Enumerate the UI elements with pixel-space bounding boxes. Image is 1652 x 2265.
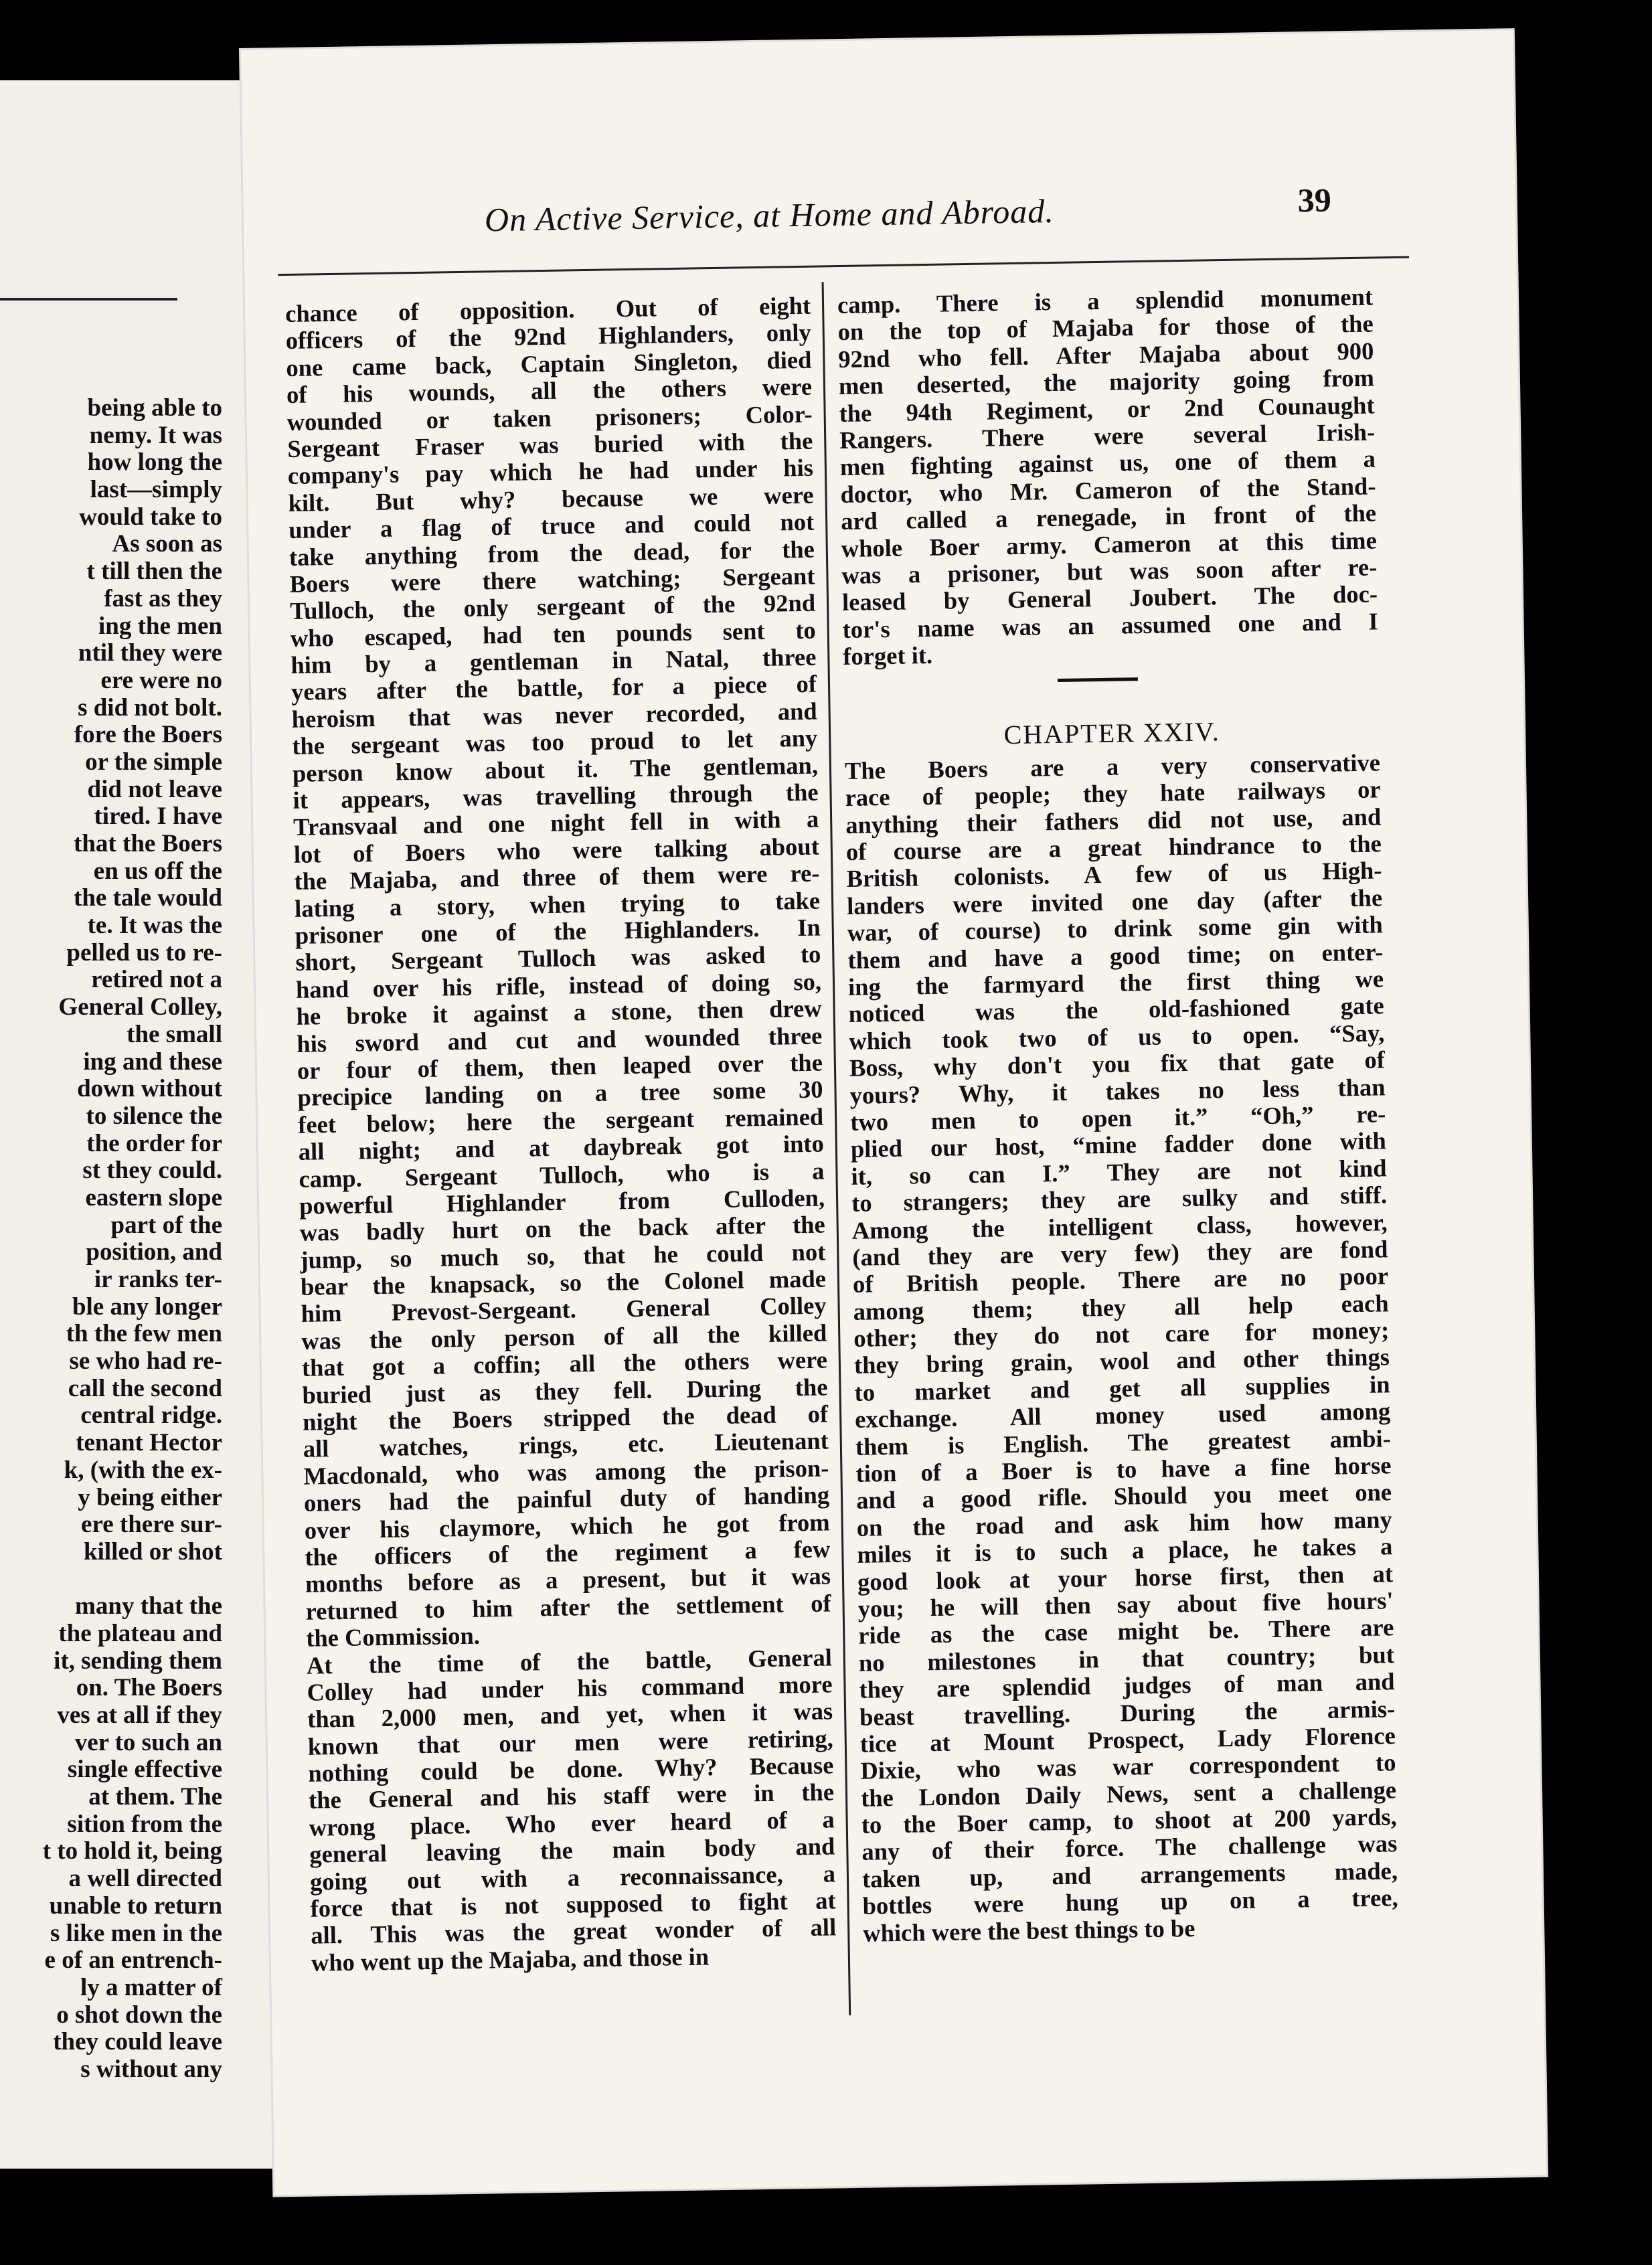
- text-line: his sword and cut and wounded three: [296, 1021, 823, 1058]
- text-line: all watches, rings, etc. Lieutenant: [303, 1426, 829, 1463]
- text-line: fore the Boers: [74, 721, 222, 749]
- text-line: miles it is to such a place, he takes a: [857, 1532, 1393, 1569]
- text-line: s did not bolt.: [78, 693, 222, 722]
- text-line: on the road and ask him how many: [856, 1505, 1393, 1541]
- text-line: camp. There is a splendid monument: [837, 282, 1374, 319]
- header-rule-left: [0, 298, 177, 301]
- text-line: they could leave: [53, 2028, 222, 2056]
- text-line: that the Boers: [74, 830, 222, 857]
- text-line: ing the men: [98, 612, 222, 640]
- text-line: ir ranks ter-: [94, 1266, 222, 1293]
- text-line: it appears, was travelling through the: [293, 778, 819, 814]
- text-line: two men to open it.” “Oh,” re-: [849, 1100, 1386, 1136]
- text-line: feet below; here the sergeant remained: [297, 1102, 824, 1139]
- text-line: to the Boer camp, to shoot at 200 yards,: [861, 1802, 1397, 1839]
- text-line: general leaving the main body and: [309, 1832, 835, 1868]
- text-line: down without: [77, 1075, 222, 1103]
- text-line: st they could.: [82, 1157, 222, 1185]
- text-line: yours? Why, it takes no less than: [849, 1072, 1386, 1109]
- text-line: central ridge.: [80, 1402, 222, 1430]
- text-line: him Prevost-Sergeant. General Colley: [301, 1291, 827, 1328]
- text-line: among them; they all help each: [853, 1288, 1389, 1325]
- facing-page-left: [0, 80, 276, 2169]
- text-line: retired not a: [91, 966, 222, 994]
- text-line: Macdonald, who was among the prison-: [303, 1454, 829, 1490]
- text-line: prisoner one of the Highlanders. In: [295, 913, 821, 949]
- text-line: y being either: [78, 1483, 222, 1511]
- text-line: th the few men: [66, 1320, 222, 1348]
- text-line: them and have a good time; on enter-: [847, 937, 1384, 974]
- text-line: pelled us to re-: [66, 938, 222, 967]
- text-line: unable to return: [49, 1892, 222, 1920]
- text-line: who escaped, had ten pounds sent to: [290, 616, 817, 652]
- text-line: s without any: [80, 2055, 222, 2083]
- text-line: and a good rifle. Should you meet one: [855, 1478, 1392, 1515]
- text-line: General Colley,: [58, 993, 222, 1021]
- text-line: good look at your horse first, then at: [857, 1559, 1394, 1596]
- book-page: [241, 30, 1546, 2195]
- text-line: known that our men were retiring,: [307, 1724, 834, 1760]
- text-line: lating a story, when trying to take: [294, 886, 821, 922]
- text-line: en us off the: [93, 857, 222, 885]
- text-line: ere were no: [100, 666, 222, 694]
- text-line: forget it.: [843, 641, 933, 671]
- text-line: bear the knapsack, so the Colonel made: [300, 1264, 827, 1301]
- text-line: many that the: [75, 1592, 222, 1620]
- text-line: the order for: [86, 1129, 222, 1157]
- text-line: night the Boers stripped the dead of: [302, 1400, 829, 1436]
- text-line: wrong place. Who ever heard of a: [309, 1805, 835, 1841]
- text-line: tired. I have: [94, 803, 222, 831]
- text-line: (and they are very few) they are fond: [852, 1235, 1388, 1271]
- text-line: chance of opposition. Out of eight: [284, 291, 811, 328]
- text-line: Among the intelligent class, however,: [851, 1207, 1388, 1244]
- page-number: 39: [1297, 181, 1332, 220]
- text-line: [0, 1566, 222, 1594]
- text-line: of British people. There are no poor: [852, 1262, 1389, 1298]
- text-line: they are splendid judges of man and: [859, 1667, 1395, 1703]
- text-line: se who had re-: [69, 1347, 222, 1375]
- text-line: than 2,000 men, and yet, when it was: [307, 1697, 833, 1734]
- text-line: Dixie, who was war correspondent to: [860, 1748, 1396, 1785]
- page-header: [244, 181, 1516, 264]
- text-line: ing and these: [83, 1047, 222, 1076]
- text-line: s like men in the: [50, 1919, 222, 1947]
- text-line: on. The Boers: [76, 1674, 222, 1702]
- text-line: race of people; they hate railways or: [845, 775, 1381, 812]
- text-line: to market and get all supplies in: [854, 1370, 1390, 1406]
- text-line: tenant Hector: [76, 1429, 222, 1457]
- text-line: 92nd who fell. After Majaba about 900: [838, 337, 1374, 373]
- text-line: tice at Mount Prospect, Lady Florence: [859, 1722, 1396, 1758]
- text-line: ves at all if they: [57, 1701, 222, 1729]
- text-line: oners had the painful duty of handing: [303, 1481, 830, 1517]
- text-line: any of their force. The challenge was: [861, 1829, 1398, 1866]
- text-line: ard called a renegade, in front of the: [840, 499, 1377, 535]
- text-line: tion of a Boer is to have a fine horse: [855, 1451, 1392, 1487]
- text-line: o shot down the: [56, 2001, 222, 2029]
- text-line: buried just as they fell. During the: [302, 1373, 828, 1409]
- text-line: months before as a present, but it was: [305, 1562, 831, 1598]
- text-line: leased by General Joubert. The doc-: [841, 580, 1378, 616]
- text-line: te. It was the: [87, 912, 222, 940]
- text-line: Rangers. There were several Irish-: [839, 418, 1376, 454]
- text-line: over his claymore, which he got from: [304, 1508, 830, 1544]
- text-line: killed or shot: [84, 1537, 222, 1566]
- text-line: one came back, Captain Singleton, died: [286, 345, 812, 382]
- text-line: Boers were there watching; Sergeant: [289, 562, 815, 598]
- text-line: sition from the: [67, 1810, 222, 1838]
- text-line: heroism that was never recorded, and: [291, 697, 817, 733]
- left-page-column: [0, 395, 222, 2084]
- text-line: landers were invited one day (after the: [846, 884, 1383, 920]
- text-line: the Majaba, and three of them were re-: [294, 859, 820, 896]
- text-line: part of the: [110, 1211, 222, 1239]
- text-line: person know about it. The gentleman,: [292, 751, 819, 787]
- text-line: kilt. But why? because we were: [288, 481, 814, 517]
- text-line: going out with a reconnaissance, a: [309, 1859, 836, 1896]
- text-line: they bring grain, wool and other things: [853, 1343, 1390, 1379]
- text-line: plied our host, “mine fadder done with: [850, 1126, 1387, 1163]
- text-line: powerful Highlander from Culloden,: [299, 1183, 825, 1220]
- text-line: did not leave: [87, 775, 222, 803]
- text-line: the small: [127, 1020, 222, 1048]
- text-line: the London Daily News, sent a challenge: [860, 1775, 1397, 1812]
- text-line: them is English. The greatest ambi-: [855, 1424, 1392, 1460]
- text-line: doctor, who Mr. Cameron of the Stand-: [840, 472, 1376, 508]
- chapter-heading: CHAPTER XXIV.: [1003, 716, 1221, 750]
- text-line: lot of Boers who were talking about: [293, 832, 820, 868]
- text-line: As soon as: [112, 530, 222, 558]
- text-line: all. This was the great wonder of all: [310, 1913, 837, 1950]
- text-line: years after the battle, for a piece of: [291, 670, 817, 706]
- text-line: men deserted, the majority going from: [838, 363, 1375, 400]
- text-line: would take to: [79, 503, 222, 531]
- text-line: all night; and at daybreak got into: [298, 1129, 825, 1165]
- text-line: At the time of the battle, General: [306, 1643, 833, 1679]
- text-line: which were the best things to be: [862, 1914, 1195, 1947]
- text-line: the General and his staff were in the: [308, 1778, 835, 1815]
- text-line: short, Sergeant Tulloch was asked to: [295, 940, 821, 977]
- text-line: force that is not supposed to fight at: [310, 1886, 836, 1922]
- text-line: or four of them, then leaped over the: [297, 1048, 823, 1084]
- text-line: ing the farmyard the first thing we: [847, 964, 1384, 1001]
- text-line: the tale would: [74, 884, 222, 912]
- text-line: t to hold it, being: [42, 1837, 222, 1865]
- text-line: who went up the Majaba, and those in: [311, 1942, 710, 1977]
- text-line: fast as they: [104, 584, 222, 612]
- text-line: other; they do not care for money;: [853, 1316, 1390, 1352]
- text-line: was a prisoner, but was soon after re-: [841, 553, 1378, 589]
- text-line: that got a coffin; all the others were: [301, 1345, 828, 1382]
- text-line: wounded or taken prisoners; Color-: [286, 400, 813, 436]
- text-line: was badly hurt on the back after the: [299, 1210, 825, 1247]
- text-line: the plateau and: [58, 1619, 222, 1647]
- text-line: noticed was the old-fashioned gate: [848, 991, 1384, 1028]
- text-line: anything their fathers did not use, and: [845, 803, 1382, 839]
- text-line: taken up, and arrangements made,: [861, 1857, 1398, 1893]
- text-line: call the second: [68, 1374, 222, 1402]
- text-line: the 94th Regiment, or 2nd Counaught: [839, 391, 1375, 427]
- text-line: being able to: [87, 394, 222, 422]
- text-column-right: [837, 283, 1399, 1946]
- text-line: camp. Sergeant Tulloch, who is a: [299, 1157, 825, 1193]
- text-line: single effective: [67, 1756, 222, 1784]
- text-line: Transvaal and one night fell in with a: [293, 805, 819, 841]
- text-line: the sergeant was too proud to let any: [292, 724, 818, 760]
- text-line: company's pay which he had under his: [287, 453, 814, 490]
- text-line: Boss, why don't you fix that gate of: [849, 1045, 1386, 1082]
- text-line: Tulloch, the only sergeant of the 92nd: [289, 588, 816, 625]
- text-line: you; he will then say about five hours': [857, 1586, 1394, 1622]
- text-line: nothing could be done. Why? Because: [308, 1751, 834, 1787]
- text-line: the Commission.: [305, 1621, 481, 1652]
- text-line: e of an entrench-: [44, 1946, 222, 1975]
- text-line: t till then the: [86, 558, 222, 586]
- text-line: men fighting against us, one of them a: [839, 444, 1376, 481]
- text-line: on the top of Majaba for those of the: [837, 309, 1374, 346]
- text-line: tor's name was an assumed one and I: [842, 607, 1378, 643]
- text-line: ere there sur-: [81, 1511, 222, 1539]
- text-line: at them. The: [88, 1783, 222, 1811]
- text-line: take anything from the dead, for the: [288, 535, 815, 571]
- text-line: was the only person of all the killed: [301, 1319, 827, 1355]
- text-line: how long the: [87, 448, 222, 477]
- text-line: whole Boer army. Cameron at this time: [841, 525, 1378, 562]
- text-line: ride as the case might be. There are: [857, 1613, 1394, 1650]
- text-line: eastern slope: [85, 1183, 222, 1211]
- text-line: exchange. All money used among: [854, 1397, 1391, 1434]
- text-line: it, so can I.” They are not kind: [851, 1154, 1387, 1190]
- text-line: war, of course) to drink some gin with: [847, 910, 1384, 947]
- text-line: or the simple: [85, 748, 222, 776]
- text-line: position, and: [86, 1238, 222, 1266]
- text-line: precipice landing on a tree some 30: [297, 1075, 823, 1112]
- text-line: returned to him after the settlement of: [305, 1589, 831, 1625]
- text-line: beast travelling. During the armis-: [859, 1694, 1396, 1731]
- text-line: last—simply: [90, 476, 222, 504]
- text-line: bottles were hung up on a tree,: [862, 1883, 1398, 1920]
- text-line: which took two of us to open. “Say,: [849, 1019, 1385, 1055]
- text-line: ntil they were: [78, 639, 222, 667]
- text-line: The Boers are a very conservative: [844, 748, 1381, 784]
- text-line: Sergeant Fraser was buried with the: [287, 426, 813, 463]
- text-line: he broke it against a stone, then drew: [296, 994, 822, 1031]
- text-line: jump, so much so, that he could not: [300, 1238, 826, 1274]
- text-line: it, sending them: [54, 1647, 222, 1675]
- text-line: under a flag of truce and could not: [288, 507, 815, 544]
- text-line: to strangers; they are sulky and stiff.: [851, 1181, 1388, 1217]
- text-line: a well directed: [68, 1865, 222, 1893]
- text-column-left: [285, 292, 837, 1977]
- text-line: of his wounds, all the others were: [286, 372, 813, 409]
- text-line: him by a gentleman in Natal, three: [291, 643, 817, 679]
- running-title: On Active Service, at Home and Abroad.: [484, 191, 1055, 239]
- text-line: of course are a great hindrance to the: [845, 829, 1382, 865]
- text-line: k, (with the ex-: [64, 1456, 222, 1484]
- text-line: hand over his rifle, instead of doing so,: [295, 967, 822, 1003]
- text-line: to silence the: [86, 1102, 222, 1130]
- text-line: ly a matter of: [80, 1973, 222, 2001]
- text-line: ble any longer: [72, 1292, 222, 1321]
- text-line: nemy. It was: [89, 421, 222, 449]
- text-line: officers of the 92nd Highlanders, only: [285, 319, 812, 355]
- text-line: no milestones in that country; but: [858, 1640, 1395, 1677]
- text-line: ver to such an: [74, 1728, 222, 1756]
- text-line: British colonists. A few of us High-: [846, 856, 1382, 893]
- text-line: the officers of the regiment a few: [305, 1535, 831, 1571]
- text-line: Colley had under his command more: [307, 1670, 833, 1706]
